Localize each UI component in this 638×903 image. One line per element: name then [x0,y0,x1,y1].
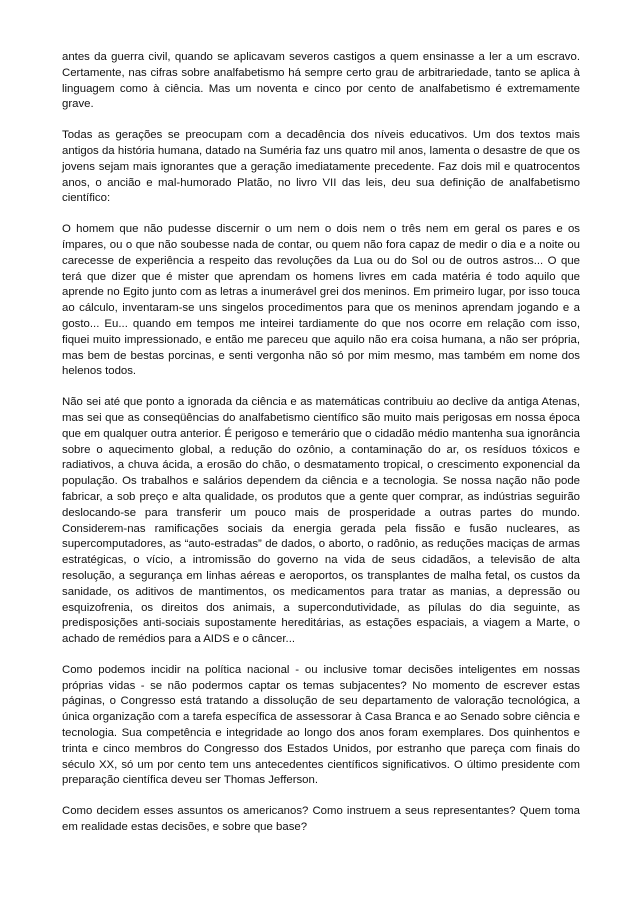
paragraph-national-politics: Como podemos incidir na política nacional - ou inclusive tomar decisões inteligentes em nossas próprias vidas - se não podermos captar os temas subjacentes? No momento de escrever estas páginas, o Congresso está tratando a dissolução de seu departamento de valoração tecnológica, a única organização com a tarefa específica de assessorar à Casa Branca e ao Senado sobre ciência e tecnologia. Sua competência e integridade ao longo dos anos foram exemplares. Dos quinhentos e trinta e cinco membros do Congresso dos Estados Unidos, por estranho que pareça com finais do século XX, só um por cento tem uns antecedentes científicos significativos. O último presidente com preparação científica deveu ser Thomas Jefferson. [62,663,580,787]
document-page [62,50,580,851]
paragraph-closing-questions: Como decidem esses assuntos os americanos? Como instruem a seus representantes? Quem toma em realidade estas decisões, e sobre que base? [62,805,580,834]
paragraph-generations: Todas as gerações se preocupam com a decadência dos níveis educativos. Um dos textos mais antigos da história humana, datado na Suméria faz uns quatro mil anos, lamenta o desastre de que os jovens sejam mais ignorantes que a geração imediatamente precedente. Faz dois mil e quatrocentos anos, o ancião e mal-humorado Platão, no livro VII das leis, deu sua definição de analfabetismo científico: [62,129,580,205]
paragraph-consequences: Não sei até que ponto a ignorada da ciência e as matemáticas contribuiu ao declive da antiga Atenas, mas sei que as conseqüências do analfabetismo científico são muito mais perigosas em nossa época que em qualquer outra anterior. É perigoso e temerário que o cidadão médio mantenha sua ignorância sobre o aquecimento global, a redução do ozônio, a contaminação do ar, os resíduos tóxicos e radiativos, a chuva ácida, a erosão do chão, o desmatamento tropical, o crescimento exponencial da população. Os trabalhos e salários dependem da ciência e a tecnologia. Se nossa nação não pode fabricar, a sob preço e alta qualidade, os produtos que a gente quer comprar, as indústrias seguirão deslocando-se para transferir um pouco mais de prosperidade a outras partes do mundo. Considerem-nas ramificações sociais da energia gerada pela fissão e fusão nucleares, as supercomputadores, as “auto-estradas” de dados, o aborto, o radônio, as reduções maciças de armas estratégicas, o vício, a intromissão do governo na vida de seus cidadãos, a televisão de alta resolução, a segurança em linhas aéreas e aeroportos, os transplantes de malha fetal, os custos da sanidade, os aditivos de mantimentos, os medicamentos para tratar as manias, a depressão ou esquizofrenia, os direitos dos animais, a supercondutividade, as pílulas do dia seguinte, as predisposições anti-sociais supostamente hereditárias, as estações espaciais, a viagem a Marte, o achado de remédios para a AIDS e o câncer... [62,396,580,646]
paragraph-illiteracy-intro: antes da guerra civil, quando se aplicavam severos castigos a quem ensinasse a ler a um escravo. Certamente, nas cifras sobre analfabetismo há sempre certo grau de arbitrariedade, tanto se aplica à linguagem como à ciência. Mas um noventa e cinco por cento de analfabetismo é extremamente grave. [62,51,580,111]
paragraph-plato-quote: O homem que não pudesse discernir o um nem o dois nem o três nem em geral os pares e os ímpares, ou o que não soubesse nada de contar, ou quem não fora capaz de medir o dia e a noite ou carecesse de experiência a respeito das revoluções da Lua ou do Sol ou de outros astros... O que terá que dizer que é mister que aprendam os homens livres em cada matéria é todo aquilo que aprende no Egito junto com as letras a inumerável grei dos meninos. Em primeiro lugar, por isso touca ao cálculo, inventaram-se uns singelos procedimentos para que os meninos aprendam jogando e a gosto... Eu... quando em tempos me inteirei tardiamente do que nos ocorre em relação com isso, fiquei muito impressionado, e então me pareceu que aquilo não era coisa humana, a não ser própria, mas bem de bestas porcinas, e senti vergonha não só por mim mesmo, mas também em nome dos helenos todos. [62,223,580,378]
